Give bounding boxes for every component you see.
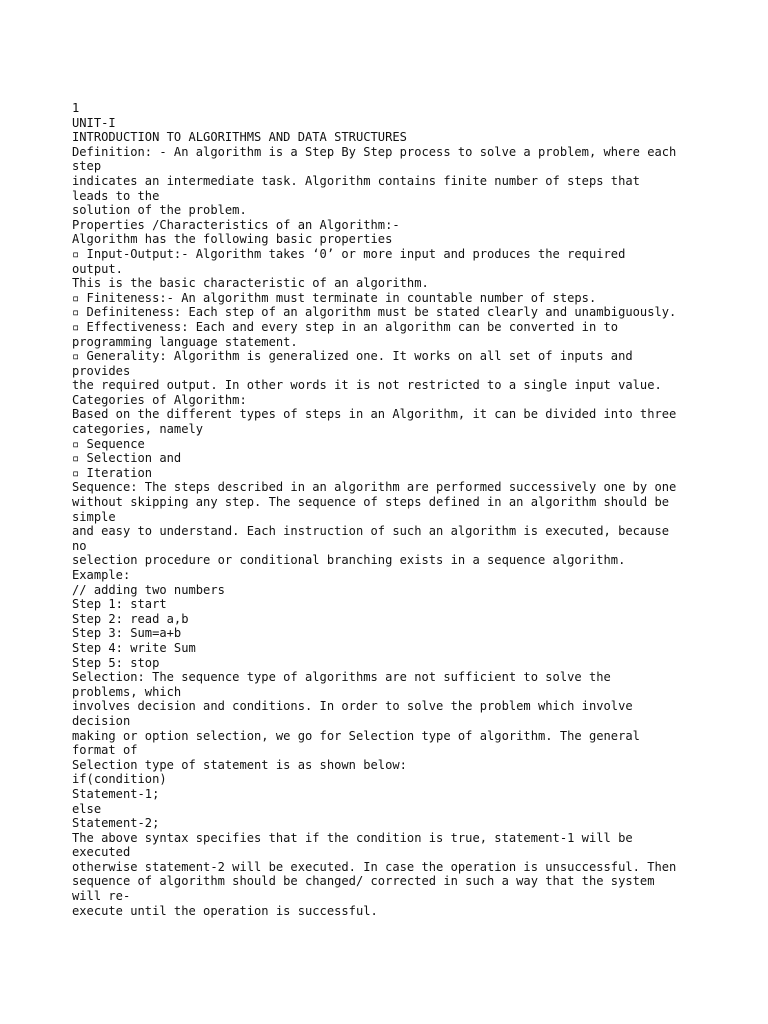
unit-heading: UNIT-I <box>72 115 116 130</box>
bullet-item: ▫ Definiteness: Each step of an algorithm must be stated clearly and unambiguously. <box>72 305 677 320</box>
text-line: without skipping any step. The sequence of steps defined in an algorithm should be <box>72 495 670 510</box>
code-line: else <box>72 801 102 816</box>
text-line: will re- <box>72 889 131 904</box>
section-heading: Categories of Algorithm: <box>72 392 247 407</box>
text-line: and easy to understand. Each instruction of such an algorithm is executed, because <box>72 524 670 539</box>
document-page <box>72 101 732 918</box>
example-label: Example: <box>72 568 131 582</box>
bullet-item: ▫ Effectiveness: Each and every step in an algorithm can be converted in to <box>72 319 619 334</box>
text-line: programming language statement. <box>72 334 298 349</box>
code-line: if(condition) <box>72 772 167 787</box>
text-line: solution of the problem. <box>72 203 247 218</box>
text-line: involves decision and conditions. In order to solve the problem which involve <box>72 699 633 714</box>
text-line: leads to the <box>72 188 160 203</box>
text-line: the required output. In other words it is not restricted to a single input value. <box>72 378 662 393</box>
text-line: format of <box>72 743 138 758</box>
bullet-item: ▫ Iteration <box>72 465 153 480</box>
text-line: simple <box>72 509 116 524</box>
text-line: Selection: The sequence type of algorithms are not sufficient to solve the <box>72 670 611 685</box>
text-line: Based on the different types of steps in an Algorithm, it can be divided into three <box>72 407 677 422</box>
text-line: Sequence: The steps described in an algorithm are performed successively one by one <box>72 480 677 495</box>
bullet-item: ▫ Generality: Algorithm is generalized one. It works on all set of inputs and <box>72 349 633 364</box>
text-line: selection procedure or conditional branching exists in a sequence algorithm. <box>72 553 626 568</box>
text-line: executed <box>72 845 131 860</box>
bullet-item: ▫ Sequence <box>72 436 145 451</box>
text-line: Definition: - An algorithm is a Step By Step process to solve a problem, where each <box>72 144 677 159</box>
code-line: Statement-2; <box>72 816 160 831</box>
text-line: Algorithm has the following basic properties <box>72 232 393 247</box>
text-line: step <box>72 159 102 174</box>
text-line: decision <box>72 713 131 728</box>
text-line: This is the basic characteristic of an algorithm. <box>72 276 429 291</box>
chapter-title: INTRODUCTION TO ALGORITHMS AND DATA STRUCTURES <box>72 130 407 145</box>
text-line: no <box>72 538 87 553</box>
algorithm-step: Step 3: Sum=a+b <box>72 626 182 641</box>
code-comment: // adding two numbers <box>72 582 225 597</box>
text-line: execute until the operation is successful. <box>72 903 378 918</box>
code-line: Statement-1; <box>72 786 160 801</box>
bullet-item: ▫ Input-Output:- Algorithm takes ‘0’ or more input and produces the required <box>72 246 626 261</box>
bullet-item: ▫ Selection and <box>72 451 182 466</box>
algorithm-step: Step 4: write Sum <box>72 640 196 655</box>
section-heading: Properties /Characteristics of an Algorithm:- <box>72 217 400 232</box>
algorithm-step: Step 2: read a,b <box>72 611 189 626</box>
text-line: otherwise statement-2 will be executed. In case the operation is unsuccessful. Then <box>72 859 677 874</box>
algorithm-step: Step 5: stop <box>72 655 160 670</box>
page-number: 1 <box>72 101 80 115</box>
bullet-item: ▫ Finiteness:- An algorithm must terminate in countable number of steps. <box>72 290 597 305</box>
text-line: making or option selection, we go for Selection type of algorithm. The general <box>72 728 640 743</box>
text-line: provides <box>72 363 131 378</box>
text-line: problems, which <box>72 684 182 699</box>
text-line: indicates an intermediate task. Algorithm contains finite number of steps that <box>72 173 640 188</box>
text-line: The above syntax specifies that if the condition is true, statement-1 will be <box>72 830 633 845</box>
algorithm-step: Step 1: start <box>72 597 167 612</box>
text-line: categories, namely <box>72 422 204 437</box>
text-line: sequence of algorithm should be changed/ corrected in such a way that the system <box>72 874 655 889</box>
text-line: output. <box>72 261 123 276</box>
text-line: Selection type of statement is as shown below: <box>72 757 407 772</box>
